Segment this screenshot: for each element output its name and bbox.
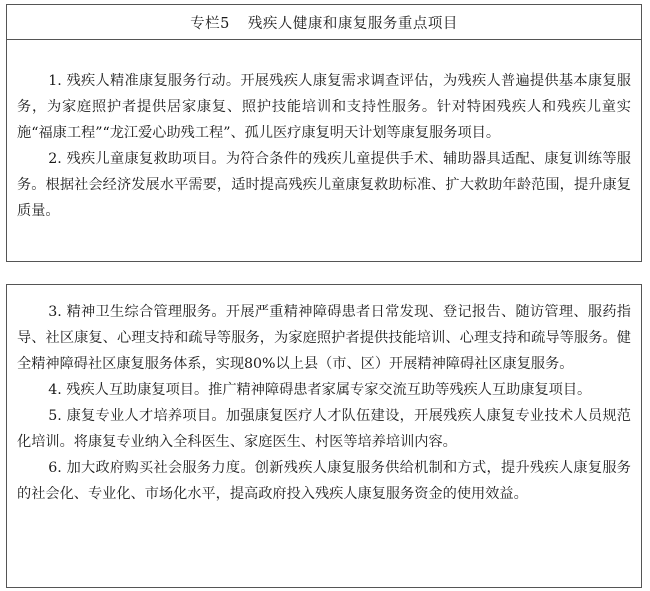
item-5-paragraph: 5. 康复专业人才培养项目。加强康复医疗人才队伍建设，开展残疾人康复专业技术人员规范化培训。将康复专业纳入全科医生、家庭医生、村医等培养培训内容。	[17, 408, 631, 450]
feature-panel-top	[6, 4, 642, 262]
item-3-paragraph: 3. 精神卫生综合管理服务。开展严重精神障碍患者日常发现、登记报告、随访管理、服药指导、社区康复、心理支持和疏导等服务，为家庭照护者提供技能培训、心理支持和疏导等服务。健全精神障碍社区康复服务体系，实现80%以上县（市、区）开展精神障碍社区康复服务。	[17, 304, 631, 372]
feature-panel-bottom	[6, 284, 642, 588]
item-2-paragraph: 2. 残疾儿童康复救助项目。为符合条件的残疾儿童提供手术、辅助器具适配、康复训练等服务。根据社会经济发展水平需要，适时提高残疾儿童康复救助标准、扩大救助年龄范围，提升康复质量。	[17, 151, 631, 219]
panel-content-bottom	[7, 285, 641, 507]
panel-title-text: 残疾人健康和康复服务重点项目	[247, 15, 458, 32]
item-1-paragraph: 1. 残疾人精准康复服务行动。开展残疾人康复需求调查评估，为残疾人普遍提供基本康复服务，为家庭照护者提供居家康复、照护技能培训和支持性服务。针对特困残疾人和残疾儿童实施“福康工程”“龙江爱心助残工程”、孤儿医疗康复明天计划等康复服务项目。	[17, 73, 631, 141]
panel-title-label: 专栏5	[190, 15, 230, 32]
panel-title	[7, 5, 641, 40]
item-6-paragraph: 6. 加大政府购买社会服务力度。创新残疾人康复服务供给机制和方式，提升残疾人康复服务的社会化、专业化、市场化水平，提高政府投入残疾人康复服务资金的使用效益。	[17, 460, 631, 502]
item-4-paragraph: 4. 残疾人互助康复项目。推广精神障碍患者家属专家交流互助等残疾人互助康复项目。	[48, 382, 592, 398]
panel-content-top	[7, 40, 641, 224]
